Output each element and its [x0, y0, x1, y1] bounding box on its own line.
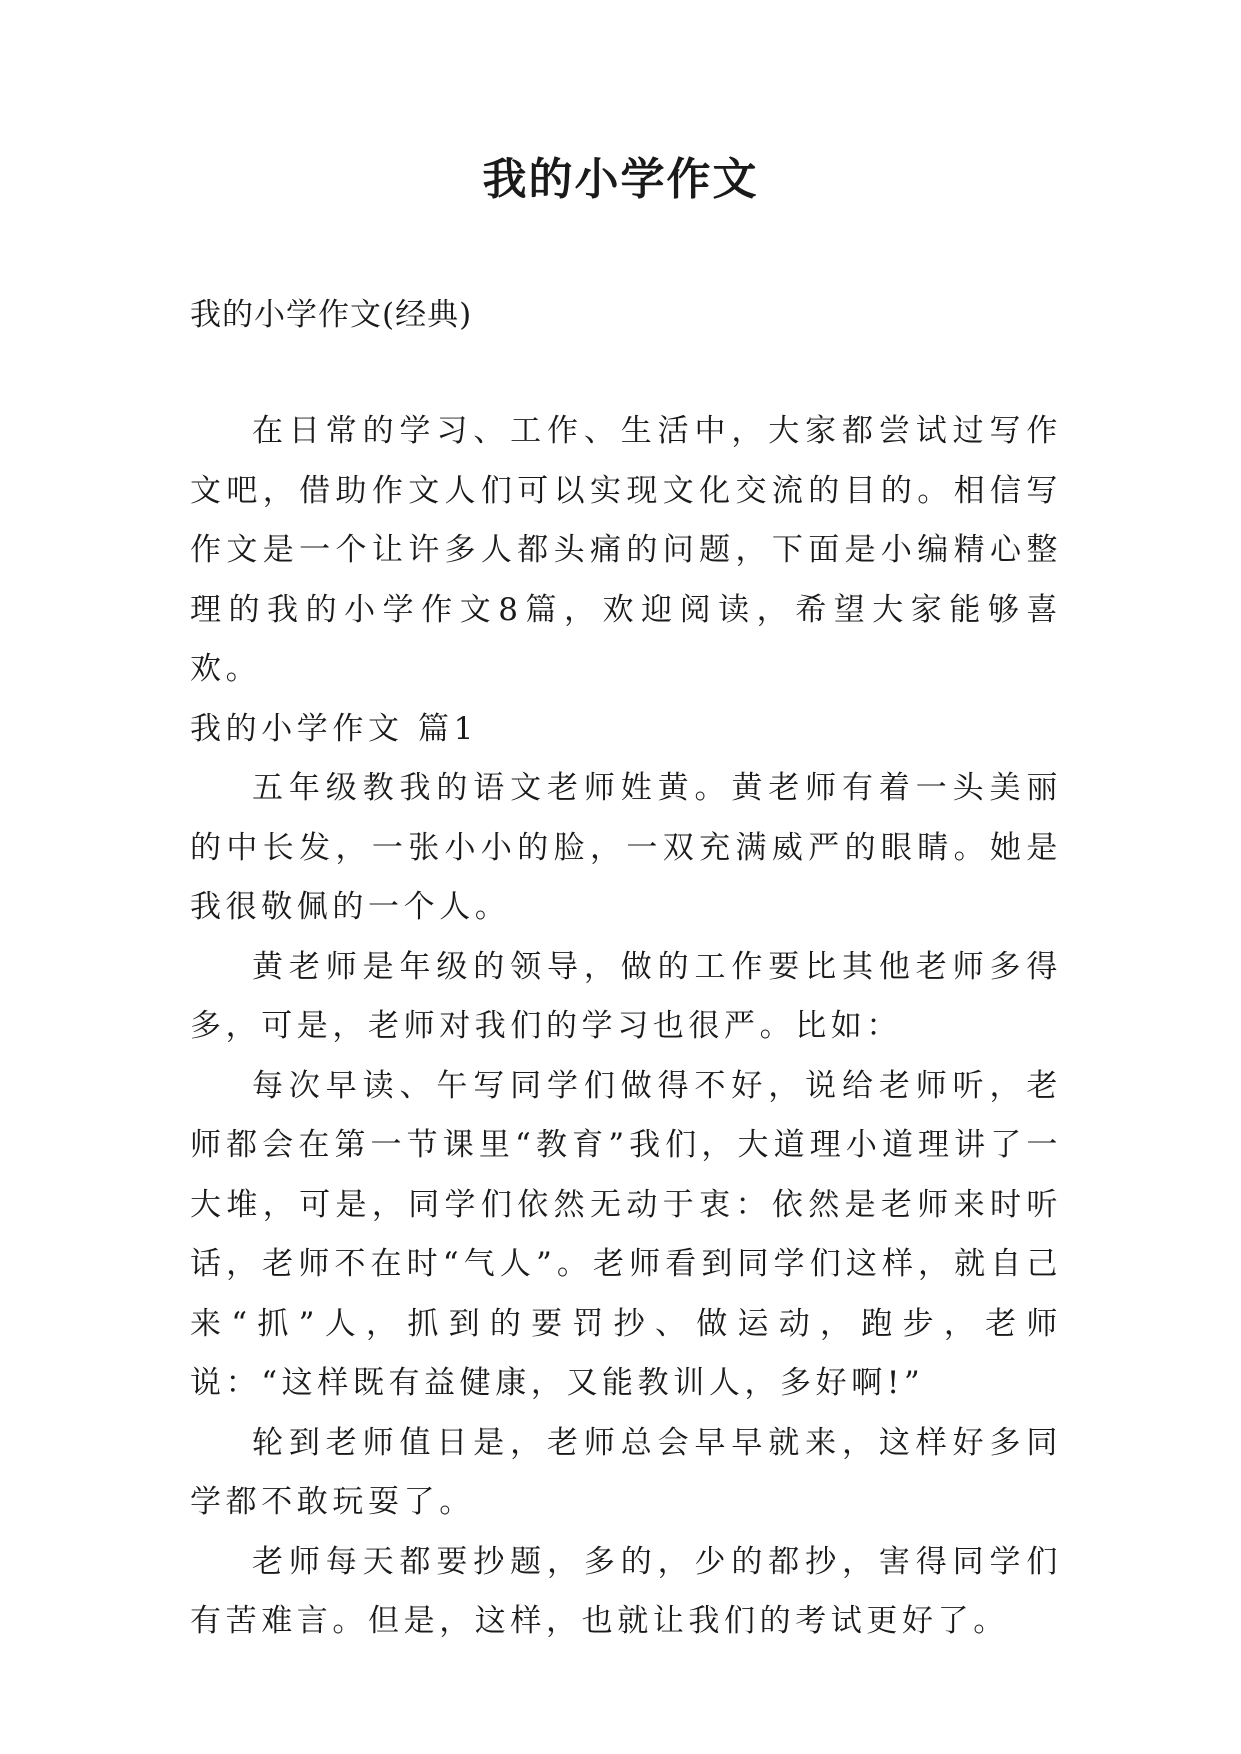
body-paragraph: 黄老师是年级的领导，做的工作要比其他老师多得多，可是，老师对我们的学习也很严。比如： [190, 948, 1062, 1044]
section-heading: 我的小学作文 篇1 [190, 710, 478, 747]
body-paragraph: 每次早读、午写同学们做得不好，说给老师听，老师都会在第一节课里“教育”我们，大道理小道理讲了一大堆，可是，同学们依然无动于衷：依然是老师来时听话，老师不在时“气人”。老师看到同学们这样，就自己来“抓”人，抓到的要罚抄、做运动，跑步，老师说：“这样既有益健康，又能教训人，多好啊!” [190, 1067, 1062, 1401]
document-subtitle: 我的小学作文(经典) [190, 297, 473, 333]
body-paragraph: 轮到老师值日是，老师总会早早就来，这样好多同学都不敢玩耍了。 [190, 1424, 1062, 1520]
document-title: 我的小学作文 [482, 154, 759, 205]
body-paragraph: 五年级教我的语文老师姓黄。黄老师有着一头美丽的中长发，一张小小的脸，一双充满威严的眼睛。她是我很敬佩的一个人。 [190, 770, 1062, 925]
document-body [190, 402, 1062, 1652]
body-paragraph: 老师每天都要抄题，多的，少的都抄，害得同学们有苦难言。但是，这样，也就让我们的考试更好了。 [190, 1543, 1062, 1639]
intro-paragraph: 在日常的学习、工作、生活中，大家都尝试过写作文吧，借助作文人们可以实现文化交流的目的。相信写作文是一个让许多人都头痛的问题，下面是小编精心整理的我的小学作文8篇，欢迎阅读，希望大家能够喜欢。 [190, 413, 1062, 687]
